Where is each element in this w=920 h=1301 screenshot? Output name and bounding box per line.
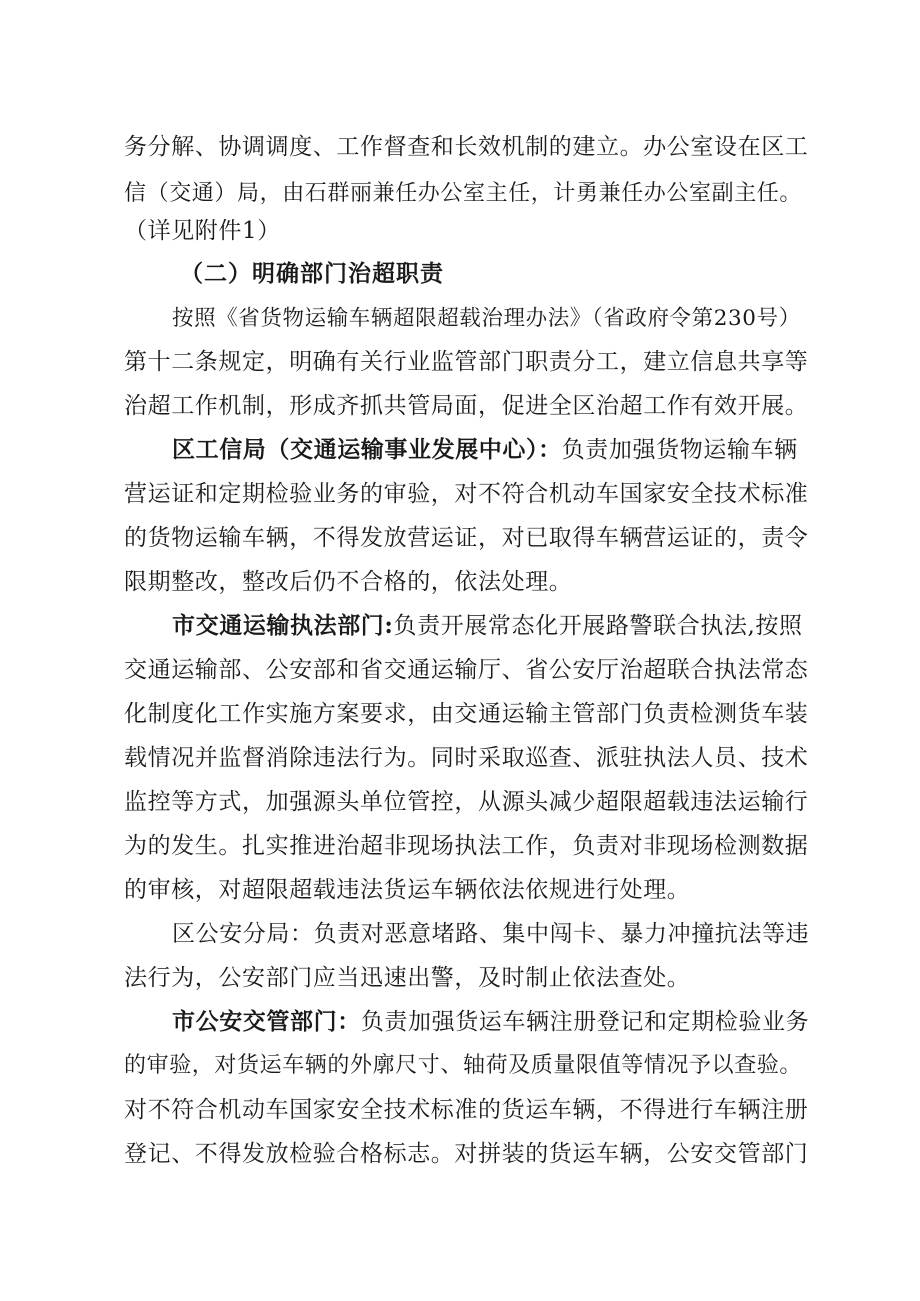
paragraph-first-line <box>172 606 812 646</box>
text-line: （详见附件1） <box>124 218 281 244</box>
text-line: 法行为，公安部门应当迅速出警，及时制止依法查处。 <box>124 965 691 991</box>
text-line: 第十二条规定，明确有关行业监管部门职责分工，建立信息共享等 <box>124 349 809 375</box>
text-line: 信（交通）局，由石群丽兼任办公室主任，计勇兼任办公室副主任。 <box>124 181 803 206</box>
text-line: 务分解、协调调度、工作督查和长效机制的建立。办公室设在区工 <box>124 134 809 160</box>
text-line: 的货物运输车辆，不得发放营运证，对已取得车辆营运证的，责令 <box>124 525 809 551</box>
text-line: 的审验，对货运车辆的外廓尺寸、轴荷及质量限值等情况予以查验。 <box>124 1053 803 1078</box>
paragraph-first-line <box>172 430 812 470</box>
text-line: 监控等方式，加强源头单位管控，从源头减少超限超载违法运输行 <box>124 789 809 815</box>
department-name: 市交通运输执法部门: <box>172 612 394 639</box>
text-line: 为的发生。扎实推进治超非现场执法工作，负责对非现场检测数据 <box>124 833 809 859</box>
section-heading: （二）明确部门治超职责 <box>180 260 444 287</box>
text-line: 营运证和定期检验业务的审验，对不符合机动车国家安全技术标准 <box>124 481 809 507</box>
text-line: 的审核，对超限超载违法货运车辆依法依规进行处理。 <box>124 877 691 903</box>
department-name: 区工信局（交通运输事业发展中心）： <box>172 436 562 463</box>
text-line: 对不符合机动车国家安全技术标准的货运车辆，不得进行车辆注册 <box>124 1097 809 1123</box>
text-line: 交通运输部、公安部和省交通运输厅、省公安厅治超联合执法常态 <box>124 657 809 683</box>
text-line: 治超工作机制，形成齐抓共管局面，促进全区治超工作有效开展。 <box>124 393 809 419</box>
text-line: 限期整改，整改后仍不合格的，依法处理。 <box>124 569 573 595</box>
paragraph-first-line <box>172 1002 812 1042</box>
text-segment: 负责加强货物运输车辆 <box>561 437 798 463</box>
department-name: 市公安交管部门： <box>172 1008 361 1035</box>
text-line: 登记、不得发放检验合格标志。对拼装的货运车辆，公安交管部门 <box>124 1141 809 1167</box>
text-line: 区公安分局：负责对恶意堵路、集中闯卡、暴力冲撞抗法等违 <box>172 921 810 947</box>
text-line: 化制度化工作实施方案要求，由交通运输主管部门负责检测货车装 <box>124 701 809 727</box>
text-line: 载情况并监督消除违法行为。同时采取巡查、派驻执法人员、技术 <box>124 745 809 771</box>
text-line: 按照《省货物运输车辆超限超载治理办法》（省政府令第230号） <box>172 306 801 331</box>
text-segment: 负责开展常态化开展路警联合执法,按照 <box>393 613 803 639</box>
text-segment: 负责加强货运车辆注册登记和定期检验业务 <box>360 1009 810 1035</box>
